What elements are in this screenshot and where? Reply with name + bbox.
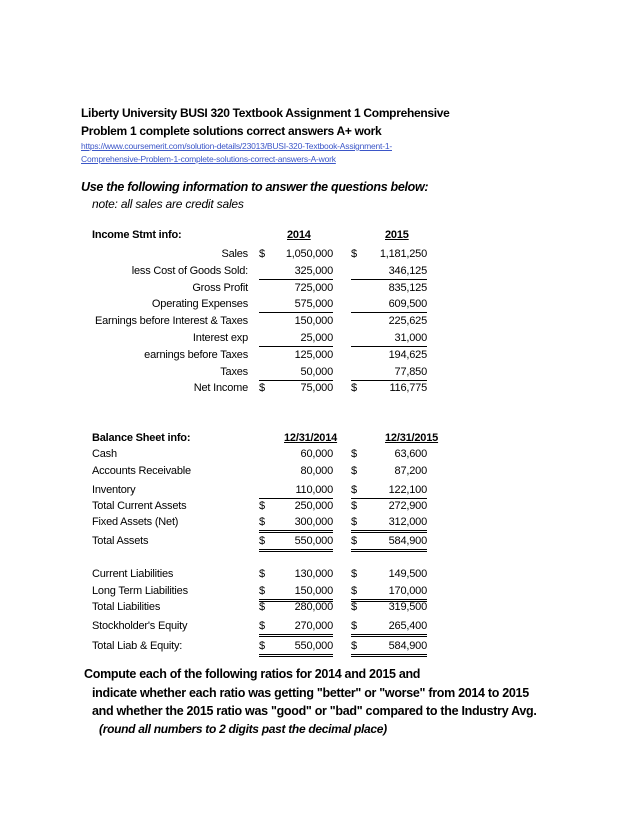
income-row-currency-2015 <box>351 298 363 313</box>
balance-row-label: Long Term Liabilities <box>92 585 188 597</box>
income-row-value-2015: 116,775 <box>389 382 427 394</box>
balance-row-label: Current Liabilities <box>92 568 174 580</box>
balance-row-currency-2015: $ <box>351 500 357 512</box>
balance-row-label: Total Liabilities <box>92 601 161 613</box>
balance-row-currency-2015: $ <box>351 535 363 552</box>
income-row-currency-2015 <box>351 366 363 381</box>
balance-row-currency-2014: $ <box>259 535 271 552</box>
income-row-value-2014: 325,000 <box>271 265 333 280</box>
income-row-currency-2015 <box>351 315 363 329</box>
income-row-value-2014: 725,000 <box>294 282 333 294</box>
income-row-label: less Cost of Goods Sold: <box>131 265 248 277</box>
balance-row-currency-2014 <box>259 465 271 479</box>
balance-row-value-2015: 63,600 <box>394 448 427 460</box>
income-row-currency-2014 <box>259 332 271 347</box>
compute-line4: (round all numbers to 2 digits past the decimal place) <box>99 722 387 736</box>
income-row-label: Sales <box>221 248 248 260</box>
document-title-line2: Problem 1 complete solutions correct answers A+ work <box>81 124 382 138</box>
balance-row-label: Fixed Assets (Net) <box>92 516 179 528</box>
compute-line1: Compute each of the following ratios for 2014 and 2015 and <box>84 667 421 681</box>
income-row-value-2015: 346,125 <box>363 265 427 280</box>
balance-row-currency-2015: $ <box>351 620 363 637</box>
income-row-label: earnings before Taxes <box>144 349 248 361</box>
balance-row-value-2014: 110,000 <box>271 484 333 499</box>
income-row-label: Gross Profit <box>192 282 248 294</box>
balance-row-currency-2015: $ <box>351 465 357 477</box>
income-row-value-2015: 194,625 <box>388 349 427 361</box>
income-row-currency-2014 <box>259 315 271 329</box>
balance-row-currency-2014: $ <box>259 640 271 657</box>
balance-row-label: Accounts Receivable <box>92 465 191 477</box>
balance-row-currency-2015: $ <box>351 601 357 613</box>
balance-row-value-2015: 170,000 <box>363 585 427 602</box>
income-row-value-2014: 1,050,000 <box>285 248 333 260</box>
income-row-currency-2015 <box>351 282 363 296</box>
balance-row-currency-2015: $ <box>351 585 363 602</box>
balance-row-currency-2014 <box>259 484 271 499</box>
balance-row-currency-2014: $ <box>259 568 265 580</box>
income-row-currency-2015 <box>351 332 363 347</box>
balance-row-value-2014: 300,000 <box>271 516 333 533</box>
income-row-value-2014: 575,000 <box>271 298 333 313</box>
balance-row-value-2014: 250,000 <box>294 500 333 512</box>
income-row-value-2014: 50,000 <box>271 366 333 381</box>
instruction-text: Use the following information to answer the questions below: <box>81 180 429 194</box>
balance-row-label: Stockholder's Equity <box>92 620 188 632</box>
balance-row-currency-2014: $ <box>259 516 271 533</box>
compute-line3: and whether the 2015 ratio was "good" or "bad" compared to the Industry Avg. <box>92 704 537 718</box>
balance-row-value-2014: 550,000 <box>271 535 333 552</box>
balance-row-value-2014: 270,000 <box>271 620 333 637</box>
income-stmt-label: Income Stmt info: <box>92 229 182 241</box>
balance-row-value-2015: 584,900 <box>363 535 427 552</box>
balance-row-currency-2014: $ <box>259 585 271 602</box>
balance-row-currency-2015: $ <box>351 640 363 657</box>
balance-col-2015: 12/31/2015 <box>385 432 439 444</box>
income-row-label: Net Income <box>193 382 248 394</box>
balance-row-value-2015: 319,500 <box>388 601 427 613</box>
income-row-value-2014: 150,000 <box>294 315 333 327</box>
source-link-line2[interactable]: Comprehensive-Problem-1-complete-solutions-correct-answers-A-work <box>81 154 336 164</box>
balance-row-value-2015: 584,900 <box>363 640 427 657</box>
balance-row-value-2014: 150,000 <box>271 585 333 602</box>
document-title-line1: Liberty University BUSI 320 Textbook Assignment 1 Comprehensive <box>81 106 450 120</box>
compute-line2: indicate whether each ratio was getting "better" or "worse" from 2014 to 2015 <box>92 686 529 700</box>
balance-row-label: Total Liab & Equity: <box>92 640 183 652</box>
income-row-value-2015: 225,625 <box>388 315 427 327</box>
balance-row-value-2014: 280,000 <box>294 601 333 613</box>
income-row-label: Earnings before Interest & Taxes <box>95 315 248 327</box>
balance-row-value-2014: 130,000 <box>294 568 333 580</box>
balance-row-value-2014: 80,000 <box>300 465 333 477</box>
balance-row-currency-2014 <box>259 448 271 462</box>
balance-row-label: Total Current Assets <box>92 500 187 512</box>
balance-row-value-2014: 550,000 <box>271 640 333 657</box>
balance-row-value-2015: 312,000 <box>363 516 427 533</box>
balance-row-label: Total Assets <box>92 535 149 547</box>
income-row-value-2015: 31,000 <box>363 332 427 347</box>
income-row-currency-2015 <box>351 349 363 363</box>
income-col-2014: 2014 <box>287 229 311 241</box>
income-row-currency-2015: $ <box>351 382 357 394</box>
income-row-value-2015: 609,500 <box>363 298 427 313</box>
income-row-currency-2014 <box>259 298 271 313</box>
balance-row-value-2014: 60,000 <box>300 448 333 460</box>
balance-row-value-2015: 265,400 <box>363 620 427 637</box>
balance-col-2014: 12/31/2014 <box>284 432 338 444</box>
balance-row-value-2015: 87,200 <box>394 465 427 477</box>
income-row-value-2014: 75,000 <box>300 382 333 394</box>
income-row-label: Taxes <box>220 366 248 378</box>
balance-row-currency-2014: $ <box>259 620 271 637</box>
income-row-currency-2014 <box>259 349 271 363</box>
balance-row-currency-2015: $ <box>351 448 357 460</box>
income-row-value-2015: 835,125 <box>388 282 427 294</box>
balance-row-value-2015: 272,900 <box>388 500 427 512</box>
balance-row-currency-2014: $ <box>259 500 265 512</box>
income-row-value-2015: 1,181,250 <box>379 248 427 260</box>
income-row-currency-2014: $ <box>259 382 265 394</box>
balance-sheet-label: Balance Sheet info: <box>92 432 191 444</box>
income-row-value-2014: 125,000 <box>294 349 333 361</box>
balance-row-label: Cash <box>92 448 117 460</box>
income-row-label: Interest exp <box>192 332 248 344</box>
income-col-2015: 2015 <box>385 229 409 241</box>
income-row-label: Operating Expenses <box>151 298 248 310</box>
income-row-value-2015: 77,850 <box>363 366 427 381</box>
balance-row-value-2015: 122,100 <box>363 484 427 499</box>
balance-row-label: Inventory <box>92 484 136 496</box>
income-row-currency-2014 <box>259 265 271 280</box>
income-row-currency-2015: $ <box>351 248 357 260</box>
source-link-line1[interactable]: https://www.coursemerit.com/solution-details/23013/BUSI-320-Textbook-Assignment-1- <box>81 141 392 151</box>
balance-row-currency-2015: $ <box>351 484 363 499</box>
income-row-currency-2014: $ <box>259 248 265 260</box>
income-row-currency-2014 <box>259 282 271 296</box>
income-row-value-2014: 25,000 <box>271 332 333 347</box>
income-row-currency-2014 <box>259 366 271 381</box>
balance-row-currency-2015: $ <box>351 568 357 580</box>
income-row-currency-2015 <box>351 265 363 280</box>
balance-row-currency-2014: $ <box>259 601 265 613</box>
note-text: note: all sales are credit sales <box>92 197 244 211</box>
balance-row-value-2015: 149,500 <box>388 568 427 580</box>
balance-row-currency-2015: $ <box>351 516 363 533</box>
